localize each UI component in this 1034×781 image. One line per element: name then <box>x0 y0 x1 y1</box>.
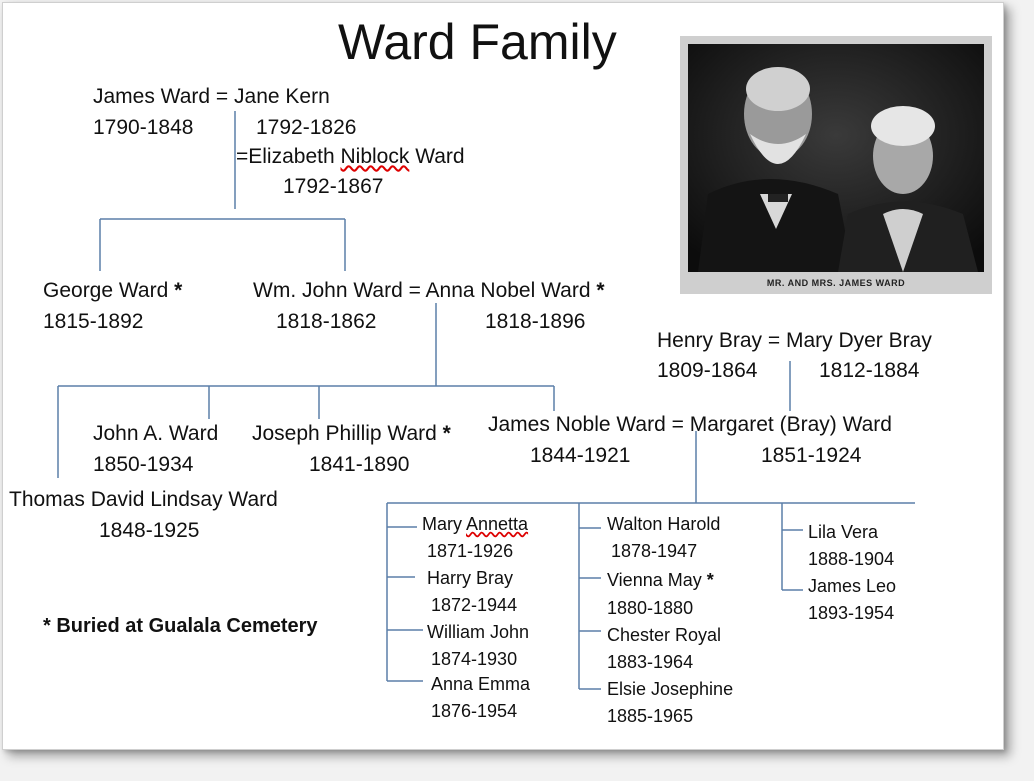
vienna-may-name: Vienna May * <box>607 570 714 590</box>
mary-annetta-dates: 1871-1926 <box>427 541 514 561</box>
harry-bray-dates: 1872-1944 <box>431 595 518 615</box>
jane-kern-dates: 1792-1826 <box>256 116 357 139</box>
page-title: Ward Family <box>338 14 617 70</box>
elsie-josephine-dates: 1885-1965 <box>607 706 694 726</box>
james-leo-dates: 1893-1954 <box>808 603 895 623</box>
james-noble-ward-dates: 1844-1921 <box>530 444 631 467</box>
chester-royal-dates: 1883-1964 <box>607 652 694 672</box>
william-john-name: William John <box>427 622 530 642</box>
mary-annetta-name: Mary Annetta <box>422 514 529 534</box>
john-a-ward-name: John A. Ward <box>93 422 219 445</box>
bray-names: Henry Bray = Mary Dyer Bray <box>657 329 932 352</box>
elsie-josephine-name: Elsie Josephine <box>607 679 734 699</box>
james-margaret-names: James Noble Ward = Margaret (Bray) Ward <box>488 413 892 436</box>
anna-nobel-ward-dates: 1818-1896 <box>485 310 586 333</box>
henry-bray-dates: 1809-1864 <box>657 359 758 382</box>
mary-dyer-bray-dates: 1812-1884 <box>819 359 920 382</box>
james-ward-dates: 1790-1848 <box>93 116 194 139</box>
slide <box>2 2 1004 750</box>
chester-royal-name: Chester Royal <box>607 625 722 645</box>
george-ward-name: George Ward * <box>43 279 183 302</box>
james-leo-name: James Leo <box>808 576 897 596</box>
walton-harold-name: Walton Harold <box>607 514 721 534</box>
portrait-figures <box>688 44 984 272</box>
joseph-phillip-ward-dates: 1841-1890 <box>309 453 410 476</box>
thomas-david-lindsay-ward-name: Thomas David Lindsay Ward <box>9 488 278 511</box>
vienna-may-dates: 1880-1880 <box>607 598 694 618</box>
wm-anna-names: Wm. John Ward = Anna Nobel Ward * <box>253 279 605 302</box>
joseph-phillip-ward-name: Joseph Phillip Ward * <box>252 422 451 445</box>
lila-vera-dates: 1888-1904 <box>808 549 895 569</box>
elizabeth-niblock-dates: 1792-1867 <box>283 175 384 198</box>
james-jane-names: James Ward = Jane Kern <box>93 85 330 108</box>
john-a-ward-dates: 1850-1934 <box>93 453 194 476</box>
elizabeth-niblock-name: =Elizabeth Niblock Ward <box>236 145 465 168</box>
margaret-bray-ward-dates: 1851-1924 <box>761 444 862 467</box>
wm-john-ward-dates: 1818-1862 <box>276 310 377 333</box>
anna-emma-dates: 1876-1954 <box>431 701 518 721</box>
photo-caption: MR. AND MRS. JAMES WARD <box>766 278 906 288</box>
portrait-photo <box>680 36 992 294</box>
thomas-david-lindsay-ward-dates: 1848-1925 <box>99 519 200 542</box>
george-ward-dates: 1815-1892 <box>43 310 144 333</box>
harry-bray-name: Harry Bray <box>427 568 514 588</box>
portrait-image <box>688 44 984 272</box>
anna-emma-name: Anna Emma <box>431 674 531 694</box>
walton-harold-dates: 1878-1947 <box>611 541 698 561</box>
cemetery-note: * Buried at Gualala Cemetery <box>43 615 318 637</box>
william-john-dates: 1874-1930 <box>431 649 518 669</box>
lila-vera-name: Lila Vera <box>808 522 879 542</box>
